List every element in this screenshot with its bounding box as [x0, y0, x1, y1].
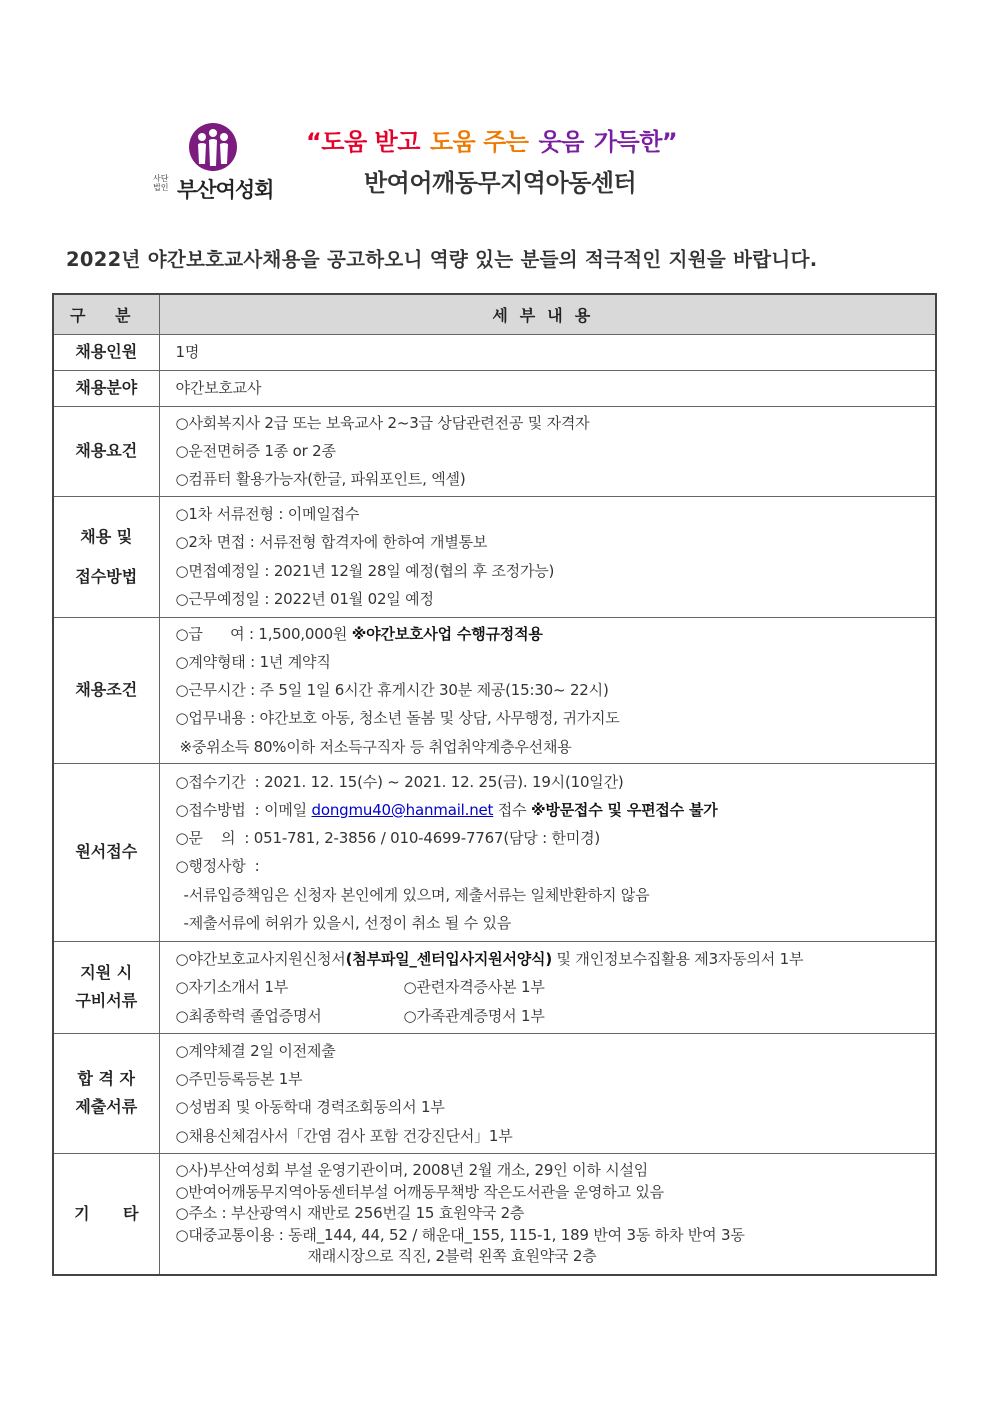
table-row-field: [53, 370, 936, 406]
table-row-passed-documents: [53, 1033, 936, 1153]
apply-method-note: ※방문접수 및 우편접수 불가: [530, 800, 718, 819]
content-line: ○사회복지사 2급 또는 보육교사 2~3급 상담관련전공 및 자격자: [175, 413, 590, 432]
content-line: ○계약체결 2일 이전제출: [175, 1041, 336, 1060]
table-row-method: [53, 496, 936, 617]
content-line: [176, 796, 936, 824]
table-row-conditions: [53, 617, 936, 763]
apply-method-text: ○접수방법 : 이메일: [175, 800, 312, 819]
table-row-count: [53, 334, 936, 370]
logo-small-text: 사단법인: [153, 174, 169, 192]
docs-line1-suffix: 및 개인정보수집활용 제3자동의서 1부: [551, 950, 804, 969]
docs-line1-attachment: (첨부파일_센터입사지원서양식): [345, 950, 552, 969]
content-line: ○사)부산여성회 부설 운영기관이며, 2008년 2월 개소, 29인 이하 시설임: [175, 1161, 649, 1180]
content-line: ○대중교통이용 : 동래_144, 44, 52 / 해운대_155, 115-1, 189 반여 3동 하차 반여 3동: [175, 1225, 745, 1244]
content-line: 야간보호교사: [175, 378, 262, 397]
content-line: ○성범죄 및 아동학대 경력조회동의서 1부: [175, 1098, 445, 1117]
docs-item: ○자기소개서 1부: [175, 978, 289, 997]
row-content: [159, 370, 936, 406]
row-label: [53, 496, 159, 617]
row-content: [159, 334, 936, 370]
content-line: ○운전면허증 1종 or 2종: [175, 441, 336, 460]
content-line: ○근무시간 : 주 5일 1일 6시간 휴게시간 30분 제공(15:30~ 22시): [175, 681, 609, 700]
table-row-application: [53, 763, 936, 941]
row-content: [159, 496, 936, 617]
row-label: 채용조건: [53, 617, 159, 763]
content-line: ○문 의 : 051-781, 2-3856 / 010-4699-7767(담당 : 한미경): [175, 829, 601, 848]
row-label: 채용분야: [53, 370, 159, 406]
content-line: 재래시장으로 직진, 2블럭 왼쪽 효원약국 2층: [307, 1247, 597, 1266]
content-line: ○1차 서류전형 : 이메일접수: [175, 504, 360, 523]
row-label-line1: 지원 시: [80, 963, 133, 983]
content-line: ○주민등록등본 1부: [175, 1070, 303, 1089]
docs-line1-text: ○야간보호교사지원신청서: [175, 950, 346, 969]
docs-item: ○최종학력 졸업증명서: [175, 1006, 322, 1025]
row-label: [53, 941, 159, 1033]
row-content: [159, 1033, 936, 1153]
row-content: [159, 1153, 936, 1275]
content-line: ○면접예정일 : 2021년 12월 28일 예정(협의 후 조정가능): [175, 561, 555, 580]
content-line: ○채용신체검사서「간염 검사 포함 건강진단서」1부: [175, 1126, 513, 1145]
recruitment-table: [52, 293, 937, 1276]
content-line: ○계약형태 : 1년 계약직: [175, 652, 331, 671]
row-label-line2: 구비서류: [75, 991, 138, 1011]
slogan: [306, 122, 677, 157]
content-line: ○업무내용 : 야간보호 아동, 청소년 돌봄 및 상담, 사무행정, 귀가지도: [175, 709, 620, 728]
organization-name: 부산여성회: [177, 178, 274, 202]
content-line: -서류입증책임은 신청자 본인에게 있으며, 제출서류는 일체반환하지 않음: [183, 885, 650, 904]
salary-text: ○급 여 : 1,500,000원: [175, 624, 352, 643]
center-name: 반여어깨동무지역아동센터: [364, 169, 637, 197]
content-line: ○컴퓨터 활용가능자(한글, 파워포인트, 엑셀): [175, 470, 466, 489]
slogan-word2: 도움 주는: [429, 128, 529, 156]
row-content: [159, 941, 936, 1033]
content-line: -제출서류에 허위가 있을시, 선정이 취소 될 수 있음: [183, 914, 512, 933]
content-line: [176, 973, 936, 1001]
slogan-word3: 웃음: [538, 128, 584, 156]
content-line: ○반여어깨동무지역아동센터부설 어깨동무책방 작은도서관을 운영하고 있음: [175, 1182, 664, 1201]
content-line: ※중위소득 80%이하 저소득구직자 등 취업취약계층우선채용: [179, 737, 572, 756]
content-line: 1명: [175, 342, 200, 361]
row-content: [159, 617, 936, 763]
content-line: [176, 945, 936, 973]
content-line: ○접수기간 : 2021. 12. 15(수) ~ 2021. 12. 25(금). 19시(10일간): [175, 772, 624, 791]
docs-item: ○가족관계증명서 1부: [403, 1006, 545, 1025]
row-label-line2: 접수방법: [75, 566, 138, 586]
email-link[interactable]: dongmu40@hanmail.net: [311, 800, 494, 819]
row-content: [159, 763, 936, 941]
table-row-etc: [53, 1153, 936, 1275]
slogan-word4: 가득한: [593, 128, 662, 156]
row-label-line1: 합 격 자: [77, 1069, 135, 1089]
slogan-close-quote: ”: [661, 128, 678, 156]
table-row-requirements: [53, 406, 936, 496]
row-label: 채용인원: [53, 334, 159, 370]
header-details: 세부내용: [159, 294, 936, 334]
row-label: 원서접수: [53, 763, 159, 941]
organization-logo: [143, 112, 273, 204]
content-line: ○근무예정일 : 2022년 01월 02일 예정: [175, 589, 434, 608]
content-line: ○2차 면접 : 서류전형 합격자에 한하여 개별통보: [175, 533, 488, 552]
slogan-open-quote: “: [306, 128, 322, 156]
salary-rule: ※야간보호사업 수행규정적용: [351, 624, 543, 643]
slogan-word1: 도움 받고: [321, 128, 420, 156]
row-label-line2: 제출서류: [75, 1097, 138, 1117]
row-label-line1: 채용 및: [80, 526, 133, 546]
row-label: 채용요건: [53, 406, 159, 496]
row-label: [53, 1033, 159, 1153]
content-line: [176, 620, 936, 648]
content-line: ○행정사항 :: [175, 857, 260, 876]
row-label: 기 타: [53, 1153, 159, 1275]
apply-method-mid: 접수: [493, 800, 531, 819]
people-emblem-icon: [187, 122, 239, 172]
row-content: [159, 406, 936, 496]
notice-text: 2022년 야간보호교사채용을 공고하오니 역량 있는 분들의 적극적인 지원을 바랍니다.: [66, 248, 818, 271]
content-line: ○주소 : 부산광역시 재반로 256번길 15 효원약국 2층: [175, 1204, 525, 1223]
table-header-row: [53, 294, 936, 334]
content-line: [176, 1002, 936, 1030]
table-row-documents: [53, 941, 936, 1033]
docs-item: ○관련자격증사본 1부: [403, 978, 545, 997]
header-category: 구 분: [53, 294, 159, 334]
